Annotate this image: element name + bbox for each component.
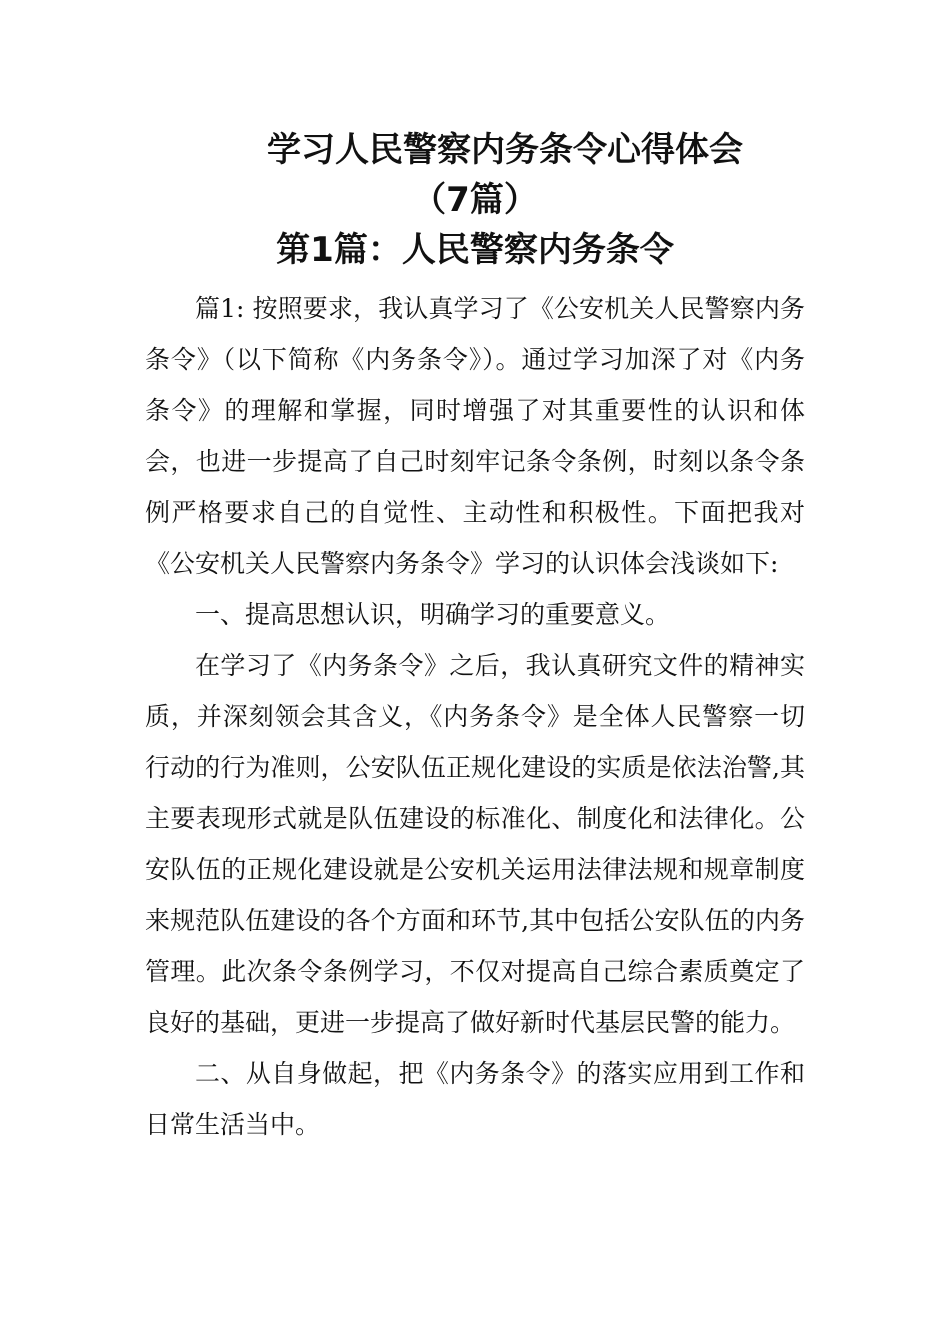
document-title: 学习人民警察内务条令心得体会 — [267, 130, 743, 170]
document-body — [145, 283, 805, 1150]
paragraph-intro: 篇1: 按照要求，我认真学习了《公安机关人民警察内务条令》（以下简称《内务条令》）。通过学习加深了对《内务条令》的理解和掌握，同时增强了对其重要性的认识和体会，也进一步提高了自己时刻牢记条令条例，时刻以条令条例严格要求自己的自觉性、主动性和积极性。下面把我对《公安机关人民警察内务条令》学习的认识体会浅谈如下: — [145, 294, 805, 578]
paragraph-point-two: 二、从自身做起，把《内务条令》的落实应用到工作和日常生活当中。 — [145, 1059, 805, 1139]
paragraph-study-details: 在学习了《内务条令》之后，我认真研究文件的精神实质，并深刻领会其含义，《内务条令》是全体人民警察一切行动的行为准则，公安队伍正规化建设的实质是依法治警,其主要表现形式就是队伍建设的标准化、制度化和法律化。公安队伍的正规化建设就是公安机关运用法律法规和规章制度来规范队伍建设的各个方面和环节,其中包括公安队伍的内务管理。此次条令条例学习，不仅对提高自己综合素质奠定了良好的基础，更进一步提高了做好新时代基层民警的能力。 — [145, 651, 805, 1037]
paragraph-point-one: 一、提高思想认识，明确学习的重要意义。 — [195, 600, 671, 629]
document-subtitle-count: （7篇） — [412, 180, 538, 220]
section-heading: 第1篇：人民警察内务条令 — [276, 230, 674, 270]
